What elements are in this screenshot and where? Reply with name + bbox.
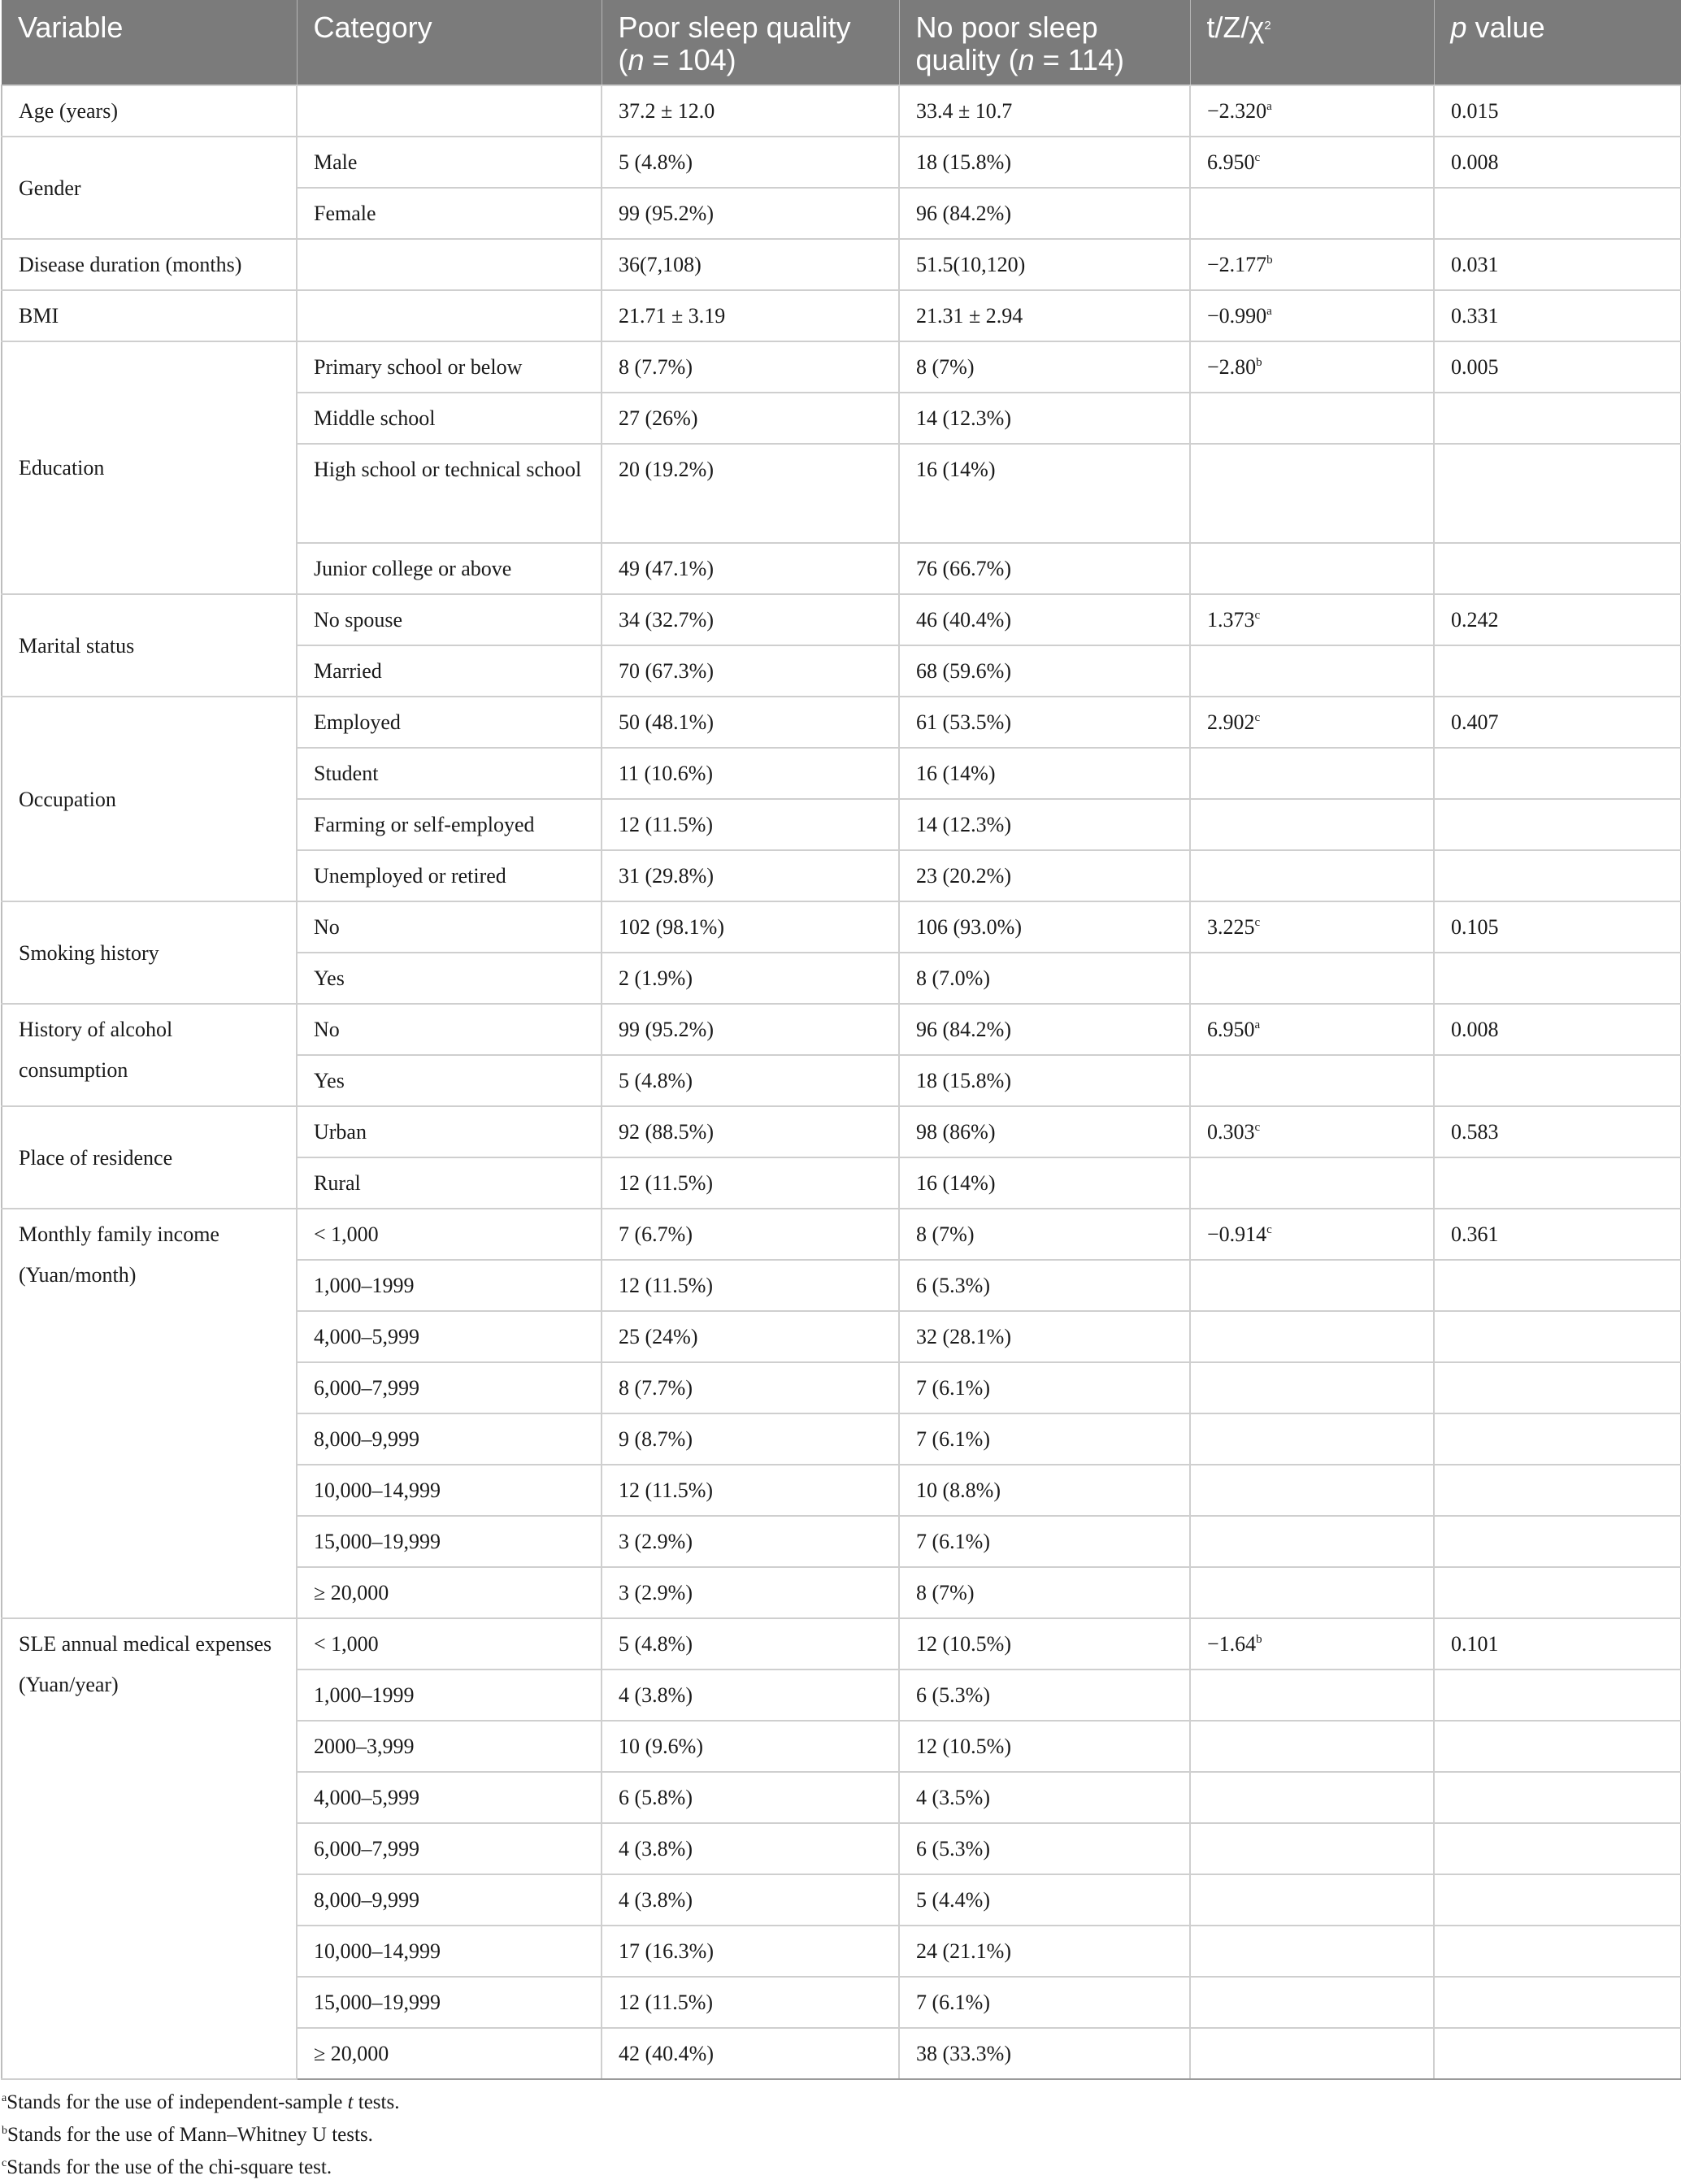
cell-poor-sleep: 5 (4.8%) (602, 137, 899, 188)
cell-statistic (1190, 1465, 1434, 1516)
statistic-test-marker: c (1254, 151, 1261, 164)
cell-p-value (1434, 850, 1681, 901)
cell-statistic (1190, 1618, 1434, 1669)
statistic-value: 0.303 (1207, 1120, 1255, 1144)
cell-poor-sleep: 49 (47.1%) (602, 543, 899, 594)
table-row (2, 1209, 1681, 1260)
cell-no-poor-sleep: 4 (3.5%) (899, 1772, 1190, 1823)
cell-poor-sleep: 31 (29.8%) (602, 850, 899, 901)
cell-no-poor-sleep: 8 (7%) (899, 1567, 1190, 1618)
table-row (2, 137, 1681, 188)
cell-category: No (297, 901, 602, 953)
cell-category: Primary school or below (297, 341, 602, 393)
statistic-value: −2.320 (1207, 99, 1267, 123)
cell-no-poor-sleep: 7 (6.1%) (899, 1413, 1190, 1465)
cell-category: 2000–3,999 (297, 1721, 602, 1772)
cell-poor-sleep: 12 (11.5%) (602, 1157, 899, 1209)
table-row (2, 85, 1681, 137)
cell-p-value: 0.101 (1434, 1618, 1681, 1669)
cell-poor-sleep: 42 (40.4%) (602, 2028, 899, 2079)
cell-category: 4,000–5,999 (297, 1311, 602, 1362)
cell-statistic (1190, 1823, 1434, 1874)
cell-p-value (1434, 1157, 1681, 1209)
cell-statistic (1190, 85, 1434, 137)
cell-poor-sleep: 3 (2.9%) (602, 1516, 899, 1567)
cell-no-poor-sleep: 5 (4.4%) (899, 1874, 1190, 1926)
header-row (2, 0, 1681, 85)
cell-p-value (1434, 953, 1681, 1004)
cell-statistic (1190, 1209, 1434, 1260)
cell-no-poor-sleep: 38 (33.3%) (899, 2028, 1190, 2079)
cell-poor-sleep: 25 (24%) (602, 1311, 899, 1362)
cell-poor-sleep: 11 (10.6%) (602, 748, 899, 799)
cell-category: Farming or self-employed (297, 799, 602, 850)
cell-no-poor-sleep: 7 (6.1%) (899, 1516, 1190, 1567)
cell-category: 15,000–19,999 (297, 1516, 602, 1567)
cell-category: Unemployed or retired (297, 850, 602, 901)
cell-statistic (1190, 393, 1434, 444)
statistic-test-marker: b (1256, 1633, 1262, 1646)
cell-statistic (1190, 1004, 1434, 1055)
statistic-test-marker: c (1266, 1223, 1272, 1236)
cell-category: Yes (297, 1055, 602, 1106)
cell-category: No spouse (297, 594, 602, 645)
cell-no-poor-sleep: 16 (14%) (899, 1157, 1190, 1209)
cell-no-poor-sleep: 12 (10.5%) (899, 1721, 1190, 1772)
table-row (2, 594, 1681, 645)
cell-statistic (1190, 1516, 1434, 1567)
cell-poor-sleep: 2 (1.9%) (602, 953, 899, 1004)
cell-variable: Education (2, 341, 297, 594)
cell-p-value: 0.008 (1434, 1004, 1681, 1055)
cell-statistic (1190, 594, 1434, 645)
cell-statistic (1190, 1260, 1434, 1311)
cell-poor-sleep: 12 (11.5%) (602, 1260, 899, 1311)
cell-category: Middle school (297, 393, 602, 444)
cell-category: 15,000–19,999 (297, 1977, 602, 2028)
cell-statistic (1190, 1874, 1434, 1926)
cell-p-value (1434, 1926, 1681, 1977)
cell-statistic (1190, 1055, 1434, 1106)
cell-p-value (1434, 2028, 1681, 2079)
cell-no-poor-sleep: 32 (28.1%) (899, 1311, 1190, 1362)
cell-no-poor-sleep: 8 (7.0%) (899, 953, 1190, 1004)
table-row (2, 341, 1681, 393)
cell-category: ≥ 20,000 (297, 1567, 602, 1618)
cell-p-value (1434, 748, 1681, 799)
cell-p-value: 0.015 (1434, 85, 1681, 137)
cell-p-value (1434, 1362, 1681, 1413)
cell-p-value (1434, 1311, 1681, 1362)
cell-no-poor-sleep: 21.31 ± 2.94 (899, 290, 1190, 341)
cell-poor-sleep: 4 (3.8%) (602, 1669, 899, 1721)
cell-no-poor-sleep: 8 (7%) (899, 341, 1190, 393)
cell-poor-sleep: 36(7,108) (602, 239, 899, 290)
cell-category: Male (297, 137, 602, 188)
cell-p-value (1434, 1874, 1681, 1926)
cell-category: 4,000–5,999 (297, 1772, 602, 1823)
statistic-test-marker: c (1254, 609, 1261, 622)
cell-variable: Smoking history (2, 901, 297, 1004)
header-statistic: $t/Z/\chi^2$ (1190, 0, 1434, 85)
table-row (2, 1618, 1681, 1669)
cell-no-poor-sleep: 6 (5.3%) (899, 1260, 1190, 1311)
cell-category: Rural (297, 1157, 602, 1209)
cell-variable: Gender (2, 137, 297, 239)
cell-statistic (1190, 1362, 1434, 1413)
statistic-value: 6.950 (1207, 1018, 1255, 1041)
cell-no-poor-sleep: 7 (6.1%) (899, 1977, 1190, 2028)
cell-p-value: 0.583 (1434, 1106, 1681, 1157)
cell-no-poor-sleep: 106 (93.0%) (899, 901, 1190, 953)
footnote-b: $^b$Stands for the use of Mann–Whitney U tests. (2, 2124, 373, 2146)
cell-p-value (1434, 1260, 1681, 1311)
cell-p-value: 0.105 (1434, 901, 1681, 953)
cell-category: 10,000–14,999 (297, 1465, 602, 1516)
cell-category: High school or technical school (297, 444, 602, 543)
statistic-value: 6.950 (1207, 150, 1255, 174)
cell-poor-sleep: 70 (67.3%) (602, 645, 899, 697)
header-p-value: p value (1434, 0, 1681, 85)
cell-no-poor-sleep: 7 (6.1%) (899, 1362, 1190, 1413)
statistic-test-marker: c (1254, 711, 1261, 724)
cell-statistic (1190, 1157, 1434, 1209)
cell-p-value (1434, 543, 1681, 594)
cell-no-poor-sleep: 61 (53.5%) (899, 697, 1190, 748)
footnote-a: $^a$Stands for the use of independent-sample t tests. (2, 2091, 400, 2113)
cell-statistic (1190, 137, 1434, 188)
table-footnotes (2, 2086, 1681, 2184)
cell-category: 1,000–1999 (297, 1260, 602, 1311)
cell-p-value (1434, 1413, 1681, 1465)
cell-category: < 1,000 (297, 1618, 602, 1669)
cell-poor-sleep: 12 (11.5%) (602, 1977, 899, 2028)
cell-category: < 1,000 (297, 1209, 602, 1260)
table-row (2, 1106, 1681, 1157)
cell-no-poor-sleep: 76 (66.7%) (899, 543, 1190, 594)
cell-category: Yes (297, 953, 602, 1004)
cell-statistic (1190, 444, 1434, 543)
cell-no-poor-sleep: 8 (7%) (899, 1209, 1190, 1260)
statistic-value: −2.80 (1207, 355, 1257, 379)
cell-poor-sleep: 5 (4.8%) (602, 1055, 899, 1106)
cell-statistic (1190, 1567, 1434, 1618)
cell-no-poor-sleep: 96 (84.2%) (899, 1004, 1190, 1055)
cell-poor-sleep: 4 (3.8%) (602, 1874, 899, 1926)
cell-poor-sleep: 3 (2.9%) (602, 1567, 899, 1618)
cell-variable: Monthly family income (Yuan/month) (2, 1209, 297, 1618)
cell-p-value (1434, 1465, 1681, 1516)
sleep-quality-table (1, 0, 1681, 2080)
cell-no-poor-sleep: 12 (10.5%) (899, 1618, 1190, 1669)
cell-no-poor-sleep: 96 (84.2%) (899, 188, 1190, 239)
cell-p-value (1434, 1567, 1681, 1618)
statistic-test-marker: b (1266, 254, 1273, 267)
statistic-value: 1.373 (1207, 608, 1255, 632)
cell-category (297, 239, 602, 290)
cell-no-poor-sleep: 18 (15.8%) (899, 1055, 1190, 1106)
statistic-value: 3.225 (1207, 915, 1255, 939)
cell-statistic (1190, 1669, 1434, 1721)
cell-no-poor-sleep: 98 (86%) (899, 1106, 1190, 1157)
header-poor-sleep: Poor sleep quality (n = 104) (602, 0, 899, 85)
cell-category: Married (297, 645, 602, 697)
cell-no-poor-sleep: 33.4 ± 10.7 (899, 85, 1190, 137)
cell-p-value: 0.031 (1434, 239, 1681, 290)
cell-poor-sleep: 8 (7.7%) (602, 1362, 899, 1413)
cell-no-poor-sleep: 16 (14%) (899, 444, 1190, 543)
cell-statistic (1190, 1413, 1434, 1465)
statistic-test-marker: a (1266, 305, 1272, 318)
cell-statistic (1190, 748, 1434, 799)
footnote-c: $^c$Stands for the use of the chi-square test. (2, 2156, 332, 2178)
cell-statistic (1190, 1977, 1434, 2028)
cell-p-value: 0.407 (1434, 697, 1681, 748)
cell-statistic (1190, 850, 1434, 901)
cell-statistic (1190, 1311, 1434, 1362)
cell-statistic (1190, 901, 1434, 953)
cell-statistic (1190, 697, 1434, 748)
cell-p-value (1434, 1516, 1681, 1567)
cell-variable: Occupation (2, 697, 297, 901)
cell-poor-sleep: 99 (95.2%) (602, 188, 899, 239)
cell-no-poor-sleep: 6 (5.3%) (899, 1823, 1190, 1874)
table-row (2, 1004, 1681, 1055)
cell-category: 6,000–7,999 (297, 1362, 602, 1413)
cell-no-poor-sleep: 10 (8.8%) (899, 1465, 1190, 1516)
table-row (2, 239, 1681, 290)
header-variable: Variable (2, 0, 297, 85)
cell-category: Student (297, 748, 602, 799)
cell-no-poor-sleep: 68 (59.6%) (899, 645, 1190, 697)
cell-statistic (1190, 1106, 1434, 1157)
cell-poor-sleep: 34 (32.7%) (602, 594, 899, 645)
cell-category: Junior college or above (297, 543, 602, 594)
cell-p-value: 0.361 (1434, 1209, 1681, 1260)
cell-poor-sleep: 5 (4.8%) (602, 1618, 899, 1669)
cell-poor-sleep: 99 (95.2%) (602, 1004, 899, 1055)
cell-variable: Disease duration (months) (2, 239, 297, 290)
cell-poor-sleep: 17 (16.3%) (602, 1926, 899, 1977)
cell-variable: BMI (2, 290, 297, 341)
statistic-test-marker: a (1266, 100, 1272, 113)
cell-category: 8,000–9,999 (297, 1874, 602, 1926)
cell-poor-sleep: 20 (19.2%) (602, 444, 899, 543)
cell-category: 8,000–9,999 (297, 1413, 602, 1465)
cell-statistic (1190, 2028, 1434, 2079)
cell-poor-sleep: 92 (88.5%) (602, 1106, 899, 1157)
cell-variable: History of alcohol consumption (2, 1004, 297, 1106)
cell-poor-sleep: 6 (5.8%) (602, 1772, 899, 1823)
cell-p-value (1434, 444, 1681, 543)
cell-p-value: 0.005 (1434, 341, 1681, 393)
cell-statistic (1190, 645, 1434, 697)
cell-category: ≥ 20,000 (297, 2028, 602, 2079)
cell-p-value: 0.008 (1434, 137, 1681, 188)
statistic-test-marker: c (1254, 1121, 1261, 1134)
cell-p-value (1434, 799, 1681, 850)
table-header (2, 0, 1681, 85)
statistic-value: 2.902 (1207, 710, 1255, 734)
cell-category: 6,000–7,999 (297, 1823, 602, 1874)
statistic-value: −1.64 (1207, 1632, 1257, 1656)
cell-statistic (1190, 1772, 1434, 1823)
cell-p-value (1434, 1823, 1681, 1874)
cell-variable: SLE annual medical expenses (Yuan/year) (2, 1618, 297, 2079)
cell-p-value (1434, 1055, 1681, 1106)
cell-statistic (1190, 188, 1434, 239)
cell-poor-sleep: 4 (3.8%) (602, 1823, 899, 1874)
cell-poor-sleep: 8 (7.7%) (602, 341, 899, 393)
cell-poor-sleep: 10 (9.6%) (602, 1721, 899, 1772)
cell-no-poor-sleep: 18 (15.8%) (899, 137, 1190, 188)
cell-statistic (1190, 1926, 1434, 1977)
statistic-value: −0.914 (1207, 1222, 1267, 1246)
table-row (2, 901, 1681, 953)
cell-poor-sleep: 37.2 ± 12.0 (602, 85, 899, 137)
cell-p-value (1434, 645, 1681, 697)
cell-no-poor-sleep: 6 (5.3%) (899, 1669, 1190, 1721)
cell-no-poor-sleep: 16 (14%) (899, 748, 1190, 799)
cell-p-value (1434, 1669, 1681, 1721)
cell-no-poor-sleep: 51.5(10,120) (899, 239, 1190, 290)
cell-poor-sleep: 50 (48.1%) (602, 697, 899, 748)
cell-p-value (1434, 1721, 1681, 1772)
header-category: Category (297, 0, 602, 85)
cell-poor-sleep: 12 (11.5%) (602, 1465, 899, 1516)
cell-statistic (1190, 953, 1434, 1004)
cell-poor-sleep: 12 (11.5%) (602, 799, 899, 850)
cell-poor-sleep: 21.71 ± 3.19 (602, 290, 899, 341)
cell-poor-sleep: 27 (26%) (602, 393, 899, 444)
statistic-test-marker: c (1254, 916, 1261, 929)
table-row (2, 290, 1681, 341)
statistic-value: −0.990 (1207, 304, 1267, 328)
cell-p-value (1434, 393, 1681, 444)
cell-p-value (1434, 1977, 1681, 2028)
header-no-poor-sleep: No poor sleep quality (n = 114) (899, 0, 1190, 85)
cell-p-value (1434, 188, 1681, 239)
table-row (2, 697, 1681, 748)
cell-no-poor-sleep: 24 (21.1%) (899, 1926, 1190, 1977)
cell-no-poor-sleep: 46 (40.4%) (899, 594, 1190, 645)
cell-variable: Marital status (2, 594, 297, 697)
cell-statistic (1190, 799, 1434, 850)
cell-statistic (1190, 543, 1434, 594)
cell-poor-sleep: 7 (6.7%) (602, 1209, 899, 1260)
cell-poor-sleep: 9 (8.7%) (602, 1413, 899, 1465)
cell-category: Urban (297, 1106, 602, 1157)
cell-statistic (1190, 341, 1434, 393)
cell-variable: Place of residence (2, 1106, 297, 1209)
cell-category: 1,000–1999 (297, 1669, 602, 1721)
cell-no-poor-sleep: 14 (12.3%) (899, 799, 1190, 850)
cell-statistic (1190, 239, 1434, 290)
statistic-value: −2.177 (1207, 253, 1267, 276)
cell-category (297, 85, 602, 137)
cell-no-poor-sleep: 14 (12.3%) (899, 393, 1190, 444)
cell-poor-sleep: 102 (98.1%) (602, 901, 899, 953)
cell-p-value: 0.331 (1434, 290, 1681, 341)
table-body (2, 85, 1681, 2079)
cell-p-value: 0.242 (1434, 594, 1681, 645)
cell-category (297, 290, 602, 341)
statistic-test-marker: a (1254, 1018, 1261, 1031)
statistic-test-marker: b (1256, 356, 1262, 369)
cell-category: Employed (297, 697, 602, 748)
cell-no-poor-sleep: 23 (20.2%) (899, 850, 1190, 901)
cell-statistic (1190, 290, 1434, 341)
cell-category: Female (297, 188, 602, 239)
cell-p-value (1434, 1772, 1681, 1823)
cell-category: 10,000–14,999 (297, 1926, 602, 1977)
cell-variable: Age (years) (2, 85, 297, 137)
cell-category: No (297, 1004, 602, 1055)
cell-statistic (1190, 1721, 1434, 1772)
